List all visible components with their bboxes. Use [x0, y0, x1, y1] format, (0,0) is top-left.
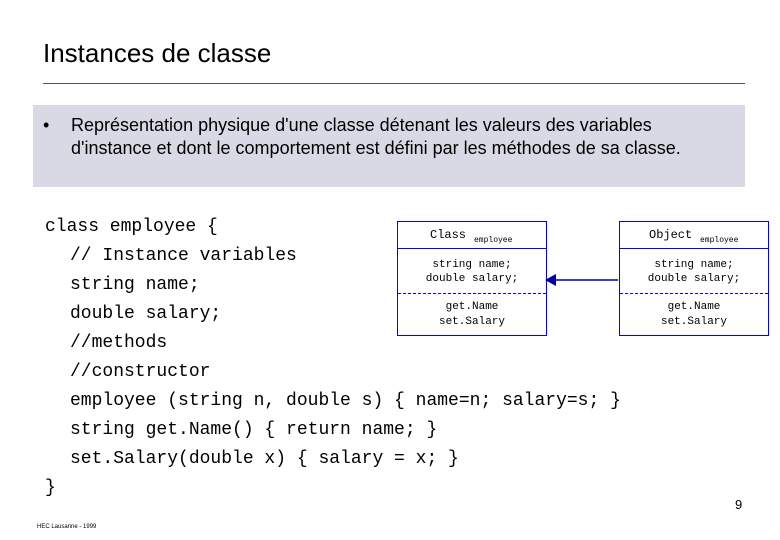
class-keyword: Class: [430, 228, 467, 242]
class-attribute: double salary;: [425, 273, 519, 285]
object-box-header: [620, 222, 768, 249]
code-line-closing-brace: }: [45, 478, 56, 498]
class-method: set.Salary: [438, 316, 505, 328]
instance-of-arrow: [545, 268, 619, 288]
class-method: get.Name: [445, 301, 499, 313]
code-line-salary-field: double salary;: [70, 304, 222, 324]
object-attributes: [620, 249, 768, 294]
class-box-header: [398, 222, 546, 249]
object-method: get.Name: [667, 301, 721, 313]
class-name: employee: [474, 236, 513, 245]
slide-title: Instances de classe: [43, 38, 272, 68]
object-attribute: string name;: [654, 259, 734, 271]
code-line-comment-variables: // Instance variables: [70, 246, 297, 266]
object-attribute: double salary;: [647, 273, 741, 285]
code-line-class-decl: class employee {: [45, 217, 218, 237]
definition-text: Représentation physique d'une classe détenant les valeurs des variables d'instance et dont le comportement est défini par les méthodes de sa classe.: [71, 115, 681, 158]
object-name: employee: [700, 236, 739, 245]
class-diagram-box: [397, 221, 547, 336]
class-attribute: string name;: [432, 259, 512, 271]
code-line-getname: string get.Name() { return name; }: [70, 420, 438, 440]
code-line-comment-methods: //methods: [70, 333, 168, 353]
code-line-name-field: string name;: [70, 275, 200, 295]
object-keyword: Object: [649, 228, 693, 242]
footer-credit: HEC Lausanne - 1999: [37, 524, 97, 530]
definition-box: [33, 105, 745, 187]
object-method: set.Salary: [660, 316, 727, 328]
code-line-setsalary: set.Salary(double x) { salary = x; }: [70, 449, 459, 469]
bullet-marker: •: [43, 115, 50, 135]
class-attributes: [398, 249, 546, 294]
code-line-comment-constructor: //constructor: [70, 362, 211, 382]
title-divider: [43, 83, 745, 84]
code-line-constructor: employee (string n, double s) { name=n; salary=s; }: [70, 391, 621, 411]
page-number: 9: [735, 497, 743, 512]
object-diagram-box: [619, 221, 769, 336]
